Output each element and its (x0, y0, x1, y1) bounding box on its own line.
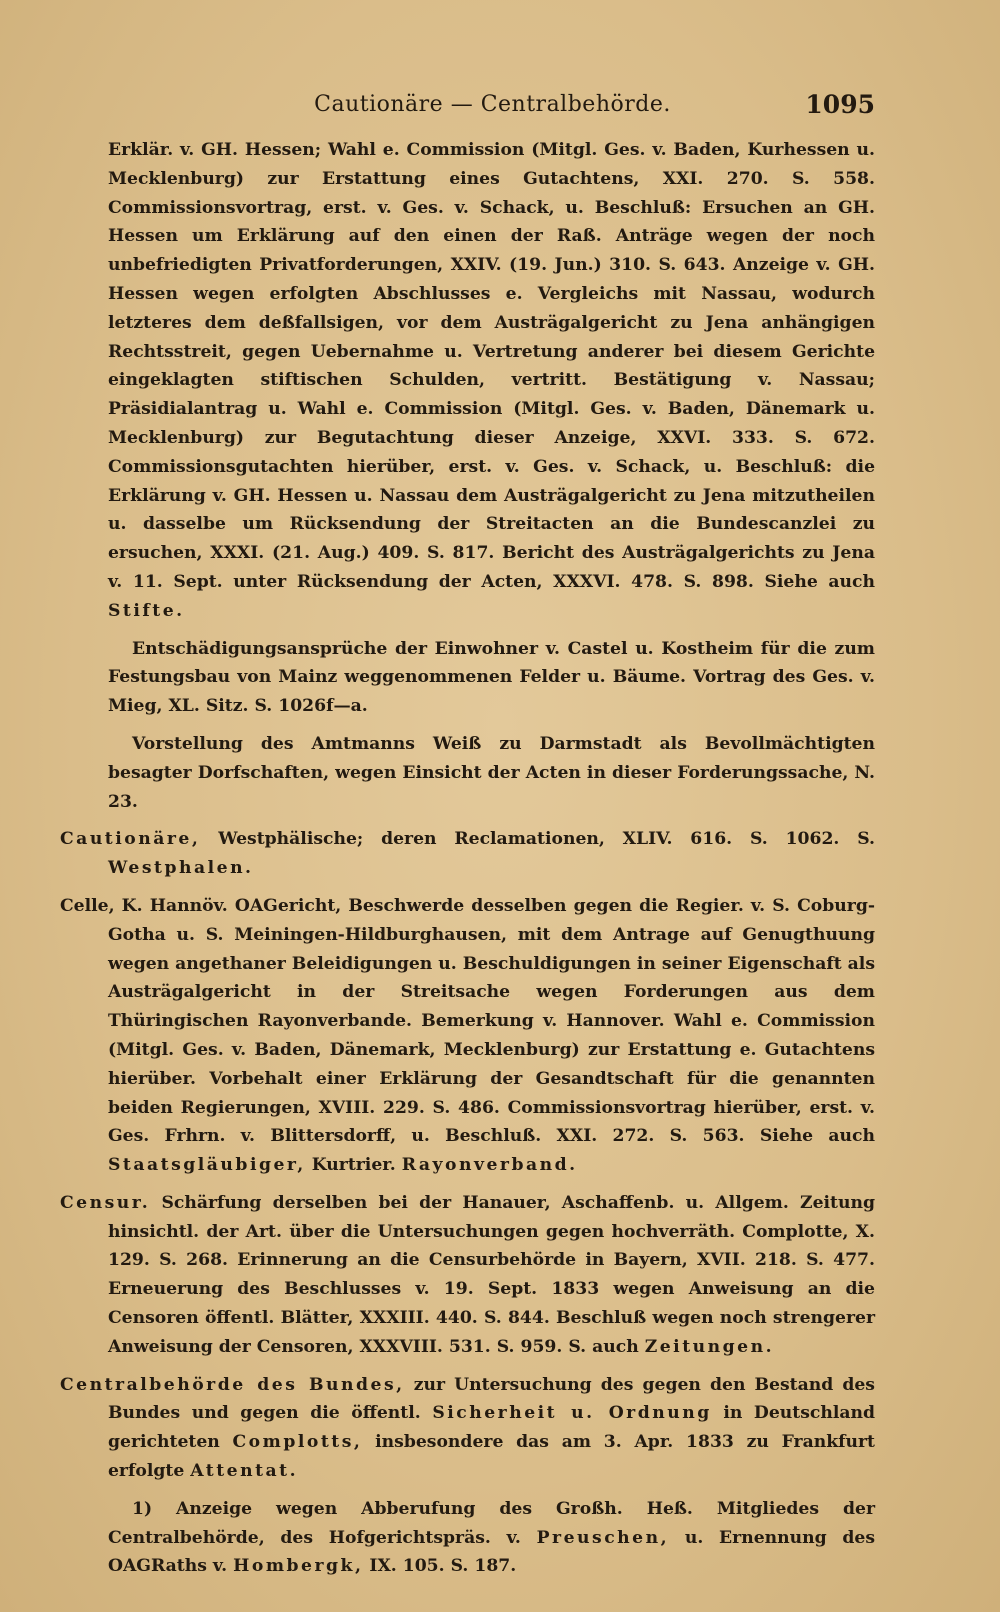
index-entry (60, 1371, 875, 1486)
cross-reference: Westphalen. (108, 858, 254, 879)
entry-text: Vorstellung des Amtmanns Weiß zu Darmstadt als Bevollmächtigten besagter Dorfschaften, wegen Einsicht der Acten in dieser Forderungssache, N. 23. (108, 733, 875, 812)
entry-text: insbesondere das am 3. Apr. 1833 zu Frankfurt erfolgte (108, 1432, 875, 1482)
entry-text: Westphälische; deren Reclamationen, XLIV. 616. S. 1062. S. (218, 829, 875, 850)
sub-entry (108, 730, 875, 816)
emphasized-text: Complotts, (232, 1432, 363, 1453)
entry-headword: Centralbehörde des Bundes, (60, 1374, 405, 1395)
continued-entry (108, 136, 875, 626)
entry-headword: Cautionäre, (60, 829, 201, 850)
emphasized-text: Attentat. (190, 1461, 299, 1482)
index-text (60, 136, 875, 1590)
cross-reference: Rayonverband. (401, 1155, 578, 1176)
entry-text: Schärfung derselben bei der Hanauer, Aschaffenb. u. Allgem. Zeitung hinsichtl. der Art. über die Untersuchungen gegen hochverräth. Complotte, X. 129. S. 268. Erinnerung an die Censurbehörde in Bayern, XVII. 218. S. 477. Erneuerung des Beschlusses v. 19. Sept. 1833 wegen Anweisung an die Censoren öffentl. Blätter, XXXIII. 440. S. 844. Beschluß wegen noch strengerer Anweisung der Censoren, XXXVIII. 531. S. 959. S. auch (108, 1192, 876, 1357)
emphasized-name: Preuschen, (536, 1527, 670, 1548)
running-title: Cautionäre — Centralbehörde. (314, 92, 671, 117)
cross-reference: Staatsgläubiger, (108, 1155, 306, 1176)
index-entry (60, 892, 875, 1180)
entry-text: Kurtrier. (311, 1155, 396, 1176)
index-entry (60, 825, 875, 883)
cross-reference: Zeitungen. (644, 1336, 775, 1357)
entry-text: Erklär. v. GH. Hessen; Wahl e. Commission (Mitgl. Ges. v. Baden, Kurhessen u. Mecklenburg) zur Erstattung eines Gutachtens, XXI. 270. S. 558. Commissionsvortrag, erst. v. Ges. v. Schack, u. Beschluß: Ersuchen an GH. Hessen um Erklärung auf den einen der Raß. Anträge wegen der noch unbefriedigten Privatforderungen, XXIV. (19. Jun.) 310. S. 643. Anzeige v. GH. Hessen wegen erfolgten Abschlusses e. Vergleichs mit Nassau, wodurch letzteres dem deßfallsigen, vor dem Austrägalgericht zu Jena anhängigen Rechtsstreit, gegen Uebernahme u. Vertretung anderer bei diesem Gerichte eingeklagten stiftischen Schulden, vertritt. Bestätigung v. Nassau; Präsidialantrag u. Wahl e. Commission (Mitgl. Ges. v. Baden, Dänemark u. Mecklenburg) zur Begutachtung dieser Anzeige, XXVI. 333. S. 672. Commissionsgutachten hierüber, erst. v. Ges. v. Schack, u. Beschluß: die Erklärung v. GH. Hessen u. Nassau dem Austrägalgericht zu Jena mitzutheilen u. dasselbe um Rücksendung der Streitacten an die Bundescanzlei zu ersuchen, XXXI. (21. Aug.) 409. S. 817. Bericht des Austrägalgerichts zu Jena v. 11. Sept. unter Rücksendung der Acten, XXXVI. 478. S. 898. Siehe auch (108, 140, 875, 592)
entry-text: Entschädigungsansprüche der Einwohner v. Castel u. Kostheim für die zum Festungsbau von Mainz weggenommenen Felder u. Bäume. Vortrag des Ges. v. Mieg, XL. Sitz. S. 1026f—a. (108, 638, 875, 717)
sub-entry (108, 1495, 875, 1581)
emphasized-name: Hombergk, (233, 1556, 364, 1577)
sub-entry (108, 635, 875, 721)
emphasized-text: Sicherheit u. Ordnung (432, 1403, 712, 1424)
index-entry (60, 1189, 875, 1362)
entry-text: IX. 105. S. 187. (369, 1556, 517, 1577)
cross-reference: Stifte. (108, 600, 185, 621)
entry-text: Celle, K. Hannöv. OAGericht, Beschwerde desselben gegen die Regier. v. S. Coburg-Gotha u. S. Meiningen-Hildburghausen, mit dem Antrage auf Genugthuung wegen angethaner Beleidigungen u. Beschuldigungen in seiner Eigenschaft als Austrägalgericht in der Streitsache wegen Forderungen aus dem Thüringischen Rayonverbande. Bemerkung v. Hannover. Wahl e. Commission (Mitgl. Ges. v. Baden, Dänemark, Mecklenburg) zur Erstattung e. Gutachtens hierüber. Vorbehalt einer Erklärung der Gesandtschaft für die genannten beiden Regierungen, XVIII. 229. S. 486. Commissionsvortrag hierüber, erst. v. Ges. Frhrn. v. Blittersdorff, u. Beschluß. XXI. 272. S. 563. Siehe auch (60, 895, 875, 1147)
entry-text: zur Untersuchung des gegen den Bestand des Bundes und gegen die öffentl. (108, 1374, 875, 1424)
entry-text: in Deutschland gerichteten (108, 1403, 876, 1453)
entry-text: u. Ernennung des OAGRaths v. (108, 1527, 876, 1577)
page-header (110, 92, 875, 126)
entry-text: 1) Anzeige wegen Abberufung des Großh. Heß. Mitgliedes der Centralbehörde, des Hofgerichtspräs. v. (108, 1498, 875, 1548)
entry-headword: Censur. (60, 1192, 151, 1213)
page-number: 1095 (805, 90, 875, 119)
